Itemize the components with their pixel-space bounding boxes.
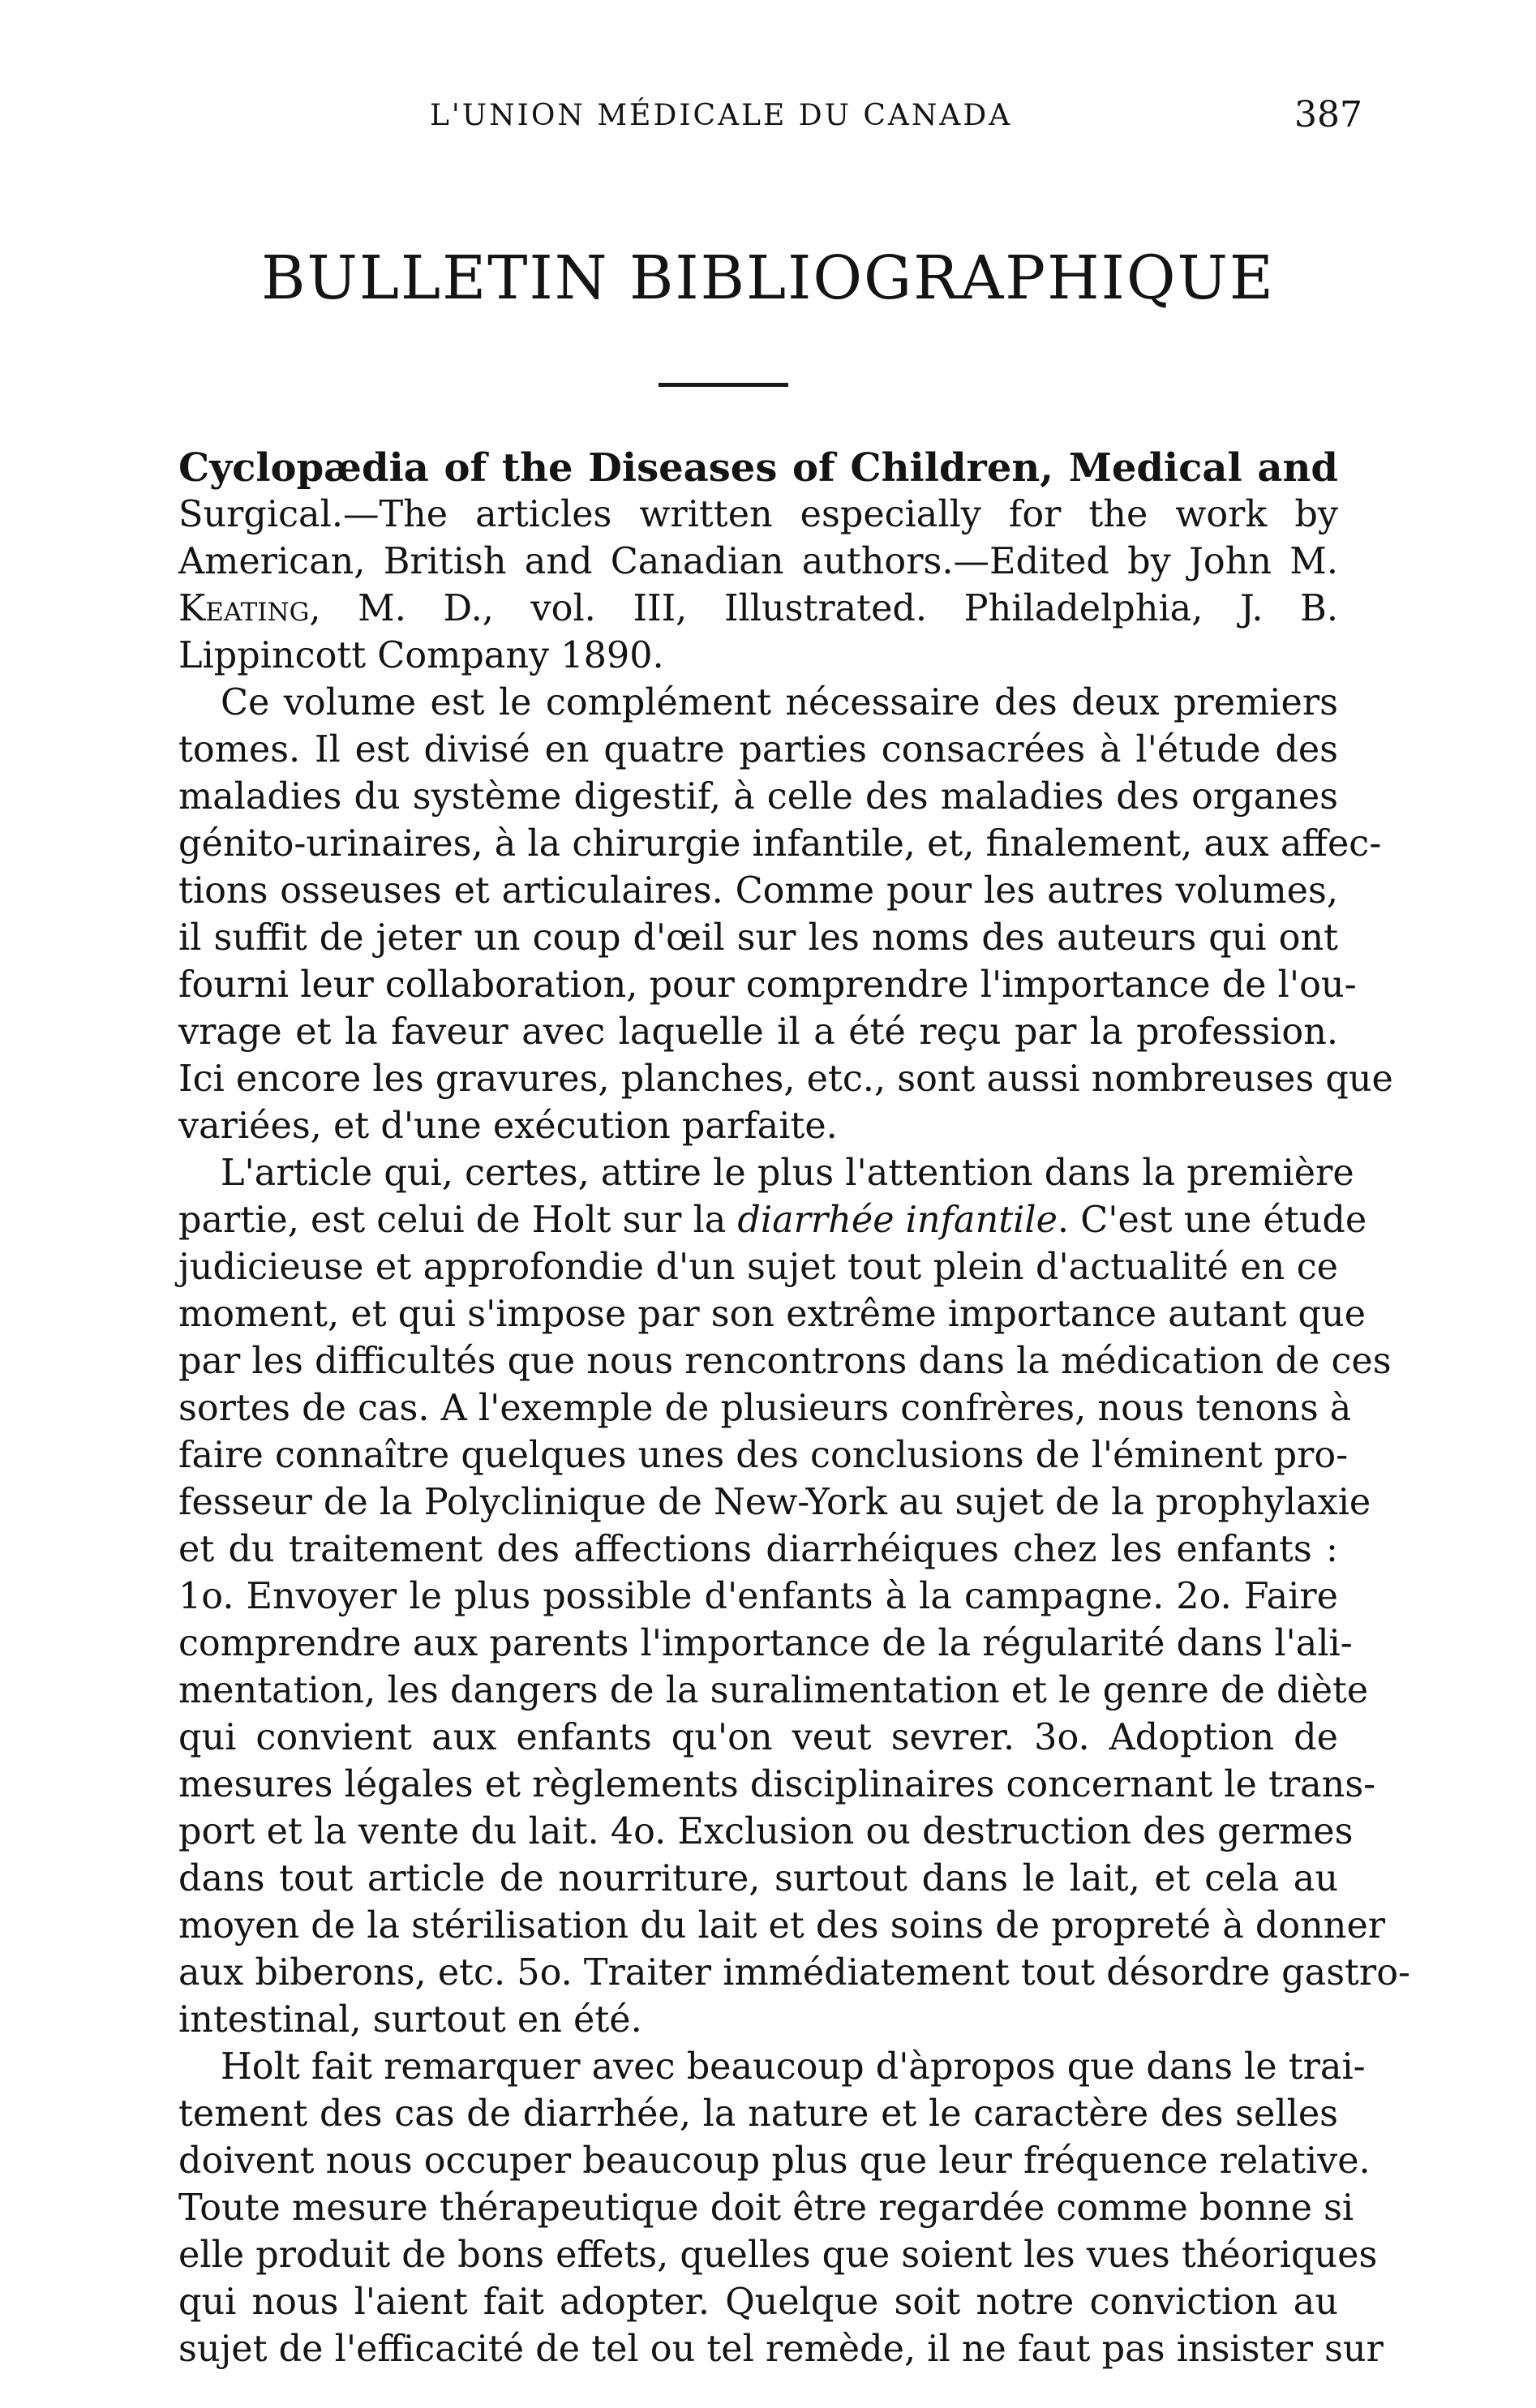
paragraph-line: tions osseuses et articulaires. Comme pour les autres volumes,: [178, 870, 1338, 912]
book-citation-line: Keating, M. D., vol. III, Illustrated. Philadelphia, J. B.: [178, 588, 1338, 629]
paragraph-line: L'article qui, certes, attire le plus l'attention dans la première: [221, 1152, 1354, 1194]
paragraph-line: par les difficultés que nous rencontrons dans la médication de ces: [178, 1341, 1392, 1382]
paragraph-line: sujet de l'efficacité de tel ou tel remède, il ne faut pas insister sur: [178, 2329, 1384, 2370]
paragraph-line: aux biberons, etc. 5o. Traiter immédiatement tout désordre gastro-: [178, 1952, 1411, 1994]
paragraph-line: mesures légales et règlements disciplinaires concernant le trans-: [178, 1764, 1376, 1805]
paragraph-line: moyen de la stérilisation du lait et des soins de propreté à donner: [178, 1905, 1386, 1947]
paragraph-line: intestinal, surtout en été.: [178, 1999, 642, 2041]
paragraph-line: maladies du système digestif, à celle des maladies des organes: [178, 776, 1338, 818]
italic-term: diarrhée infantile: [737, 1200, 1058, 1241]
paragraph-line: Ce volume est le complément nécessaire des deux premiers: [221, 682, 1338, 723]
paragraph-line: vrage et la faveur avec laquelle il a été reçu par la profession.: [178, 1011, 1338, 1053]
paragraph-line: tement des cas de diarrhée, la nature et le caractère des selles: [178, 2093, 1338, 2135]
paragraph-line: mentation, les dangers de la suralimentation et le genre de diète: [178, 1670, 1369, 1711]
paragraph-line: comprendre aux parents l'importance de la régularité dans l'ali-: [178, 1623, 1353, 1664]
divider-rule: [659, 383, 788, 387]
paragraph-line: fesseur de la Polyclinique de New-York au sujet de la prophylaxie: [178, 1482, 1371, 1523]
paragraph-line: partie, est celui de Holt sur la diarrhée infantile. C'est une étude: [178, 1200, 1367, 1241]
paragraph-line: génito-urinaires, à la chirurgie infantile, et, finalement, aux affec-: [178, 823, 1382, 865]
paragraph-line: qui convient aux enfants qu'on veut sevrer. 3o. Adoption de: [178, 1717, 1338, 1758]
paragraph-line: variées, et d'une exécution parfaite.: [178, 1105, 838, 1147]
paragraph-line: judicieuse et approfondie d'un sujet tout plein d'actualité en ce: [178, 1247, 1338, 1288]
paragraph-line: Holt fait remarquer avec beaucoup d'àpropos que dans le trai-: [221, 2046, 1366, 2088]
paragraph-line: Ici encore les gravures, planches, etc., sont aussi nombreuses que: [178, 1058, 1393, 1100]
section-title: BULLETIN BIBLIOGRAPHIQUE: [261, 243, 1275, 313]
book-title-line: Cyclopædia of the Diseases of Children, Medical and: [178, 445, 1338, 491]
paragraph-line: sortes de cas. A l'exemple de plusieurs confrères, nous tenons à: [178, 1388, 1352, 1429]
body-text: [178, 444, 1411, 2373]
book-citation-line: Lippincott Company 1890.: [178, 635, 664, 676]
book-citation-line: American, British and Canadian authors.—Edited by John M.: [178, 541, 1338, 582]
paragraph-line: et du traitement des affections diarrhéiques chez les enfants :: [178, 1529, 1338, 1570]
paragraph-line: doivent nous occuper beaucoup plus que leur fréquence relative.: [178, 2140, 1371, 2182]
paragraph-line: moment, et qui s'impose par son extrême importance autant que: [178, 1294, 1367, 1335]
editor-surname: Keating: [178, 588, 310, 629]
page-number: 387: [1294, 94, 1362, 135]
running-head: [243, 94, 1362, 148]
paragraph-line: Toute mesure thérapeutique doit être regardée comme bonne si: [178, 2187, 1354, 2229]
paragraph-line: fourni leur collaboration, pour comprendre l'importance de l'ou-: [178, 964, 1357, 1006]
paragraph-line: dans tout article de nourriture, surtout dans le lait, et cela au: [178, 1858, 1338, 1899]
paragraph-line: tomes. Il est divisé en quatre parties consacrées à l'étude des: [178, 729, 1338, 770]
book-citation-line: Surgical.—The articles written especially for the work by: [178, 494, 1338, 535]
paragraph-line: port et la vente du lait. 4o. Exclusion ou destruction des germes: [178, 1811, 1354, 1852]
paragraph-line: elle produit de bons effets, quelles que soient les vues théoriques: [178, 2234, 1378, 2276]
paragraph-line: il suffit de jeter un coup d'œil sur les noms des auteurs qui ont: [178, 917, 1338, 959]
paragraph-line: faire connaître quelques unes des conclusions de l'éminent pro-: [178, 1435, 1349, 1476]
paragraph-line: 1o. Envoyer le plus possible d'enfants à la campagne. 2o. Faire: [178, 1576, 1338, 1617]
paragraph-line: qui nous l'aient fait adopter. Quelque soit notre conviction au: [178, 2281, 1338, 2323]
journal-title: L'UNION MÉDICALE DU CANADA: [430, 99, 1013, 132]
